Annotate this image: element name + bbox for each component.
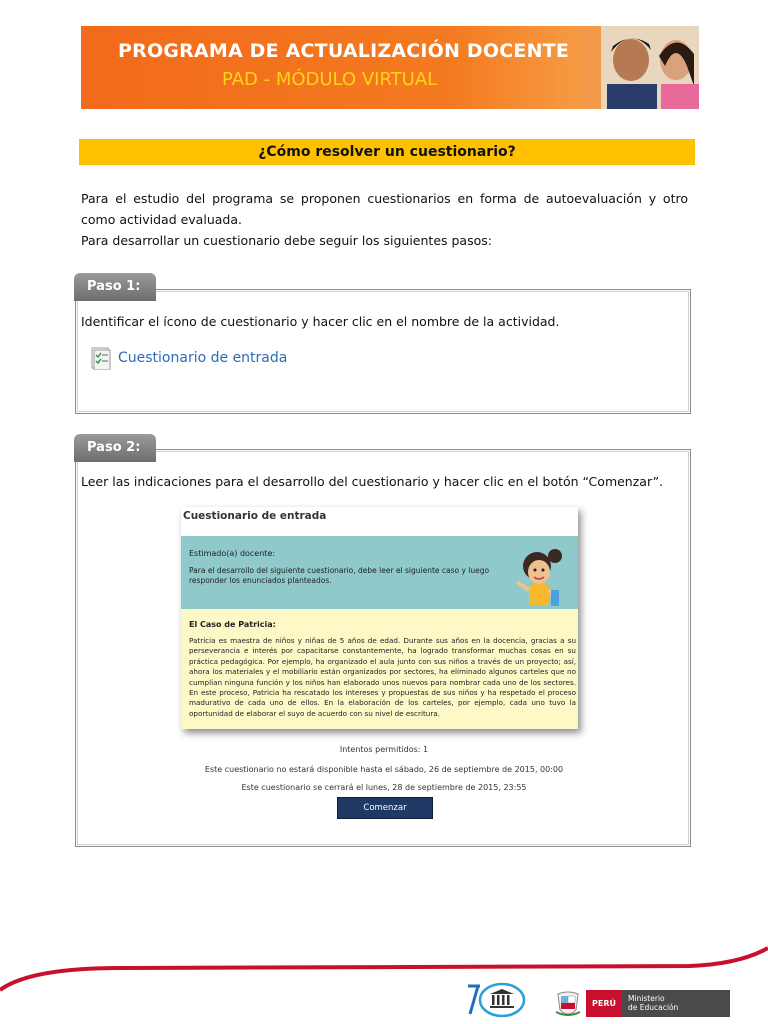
banner-subtitle: PAD - MÓDULO VIRTUAL xyxy=(222,69,438,90)
header-banner xyxy=(81,26,699,109)
peru-badge: PERÚ xyxy=(586,990,622,1017)
availability-text: Este cuestionario no estará disponible hasta el sábado, 26 de septiembre de 2015, 00:00 xyxy=(204,765,564,774)
step-1-instruction: Identificar el ícono de cuestionario y hacer clic en el nombre de la actividad. xyxy=(81,314,560,329)
case-panel xyxy=(181,609,578,729)
intro-text xyxy=(81,188,688,251)
start-button[interactable]: Comenzar xyxy=(337,797,433,819)
quiz-checklist-icon xyxy=(91,346,111,370)
step-2-tab: Paso 2: xyxy=(74,434,156,462)
step-1-tab: Paso 1: xyxy=(74,273,156,301)
quiz-link-label[interactable]: Cuestionario de entrada xyxy=(118,350,288,366)
banner-title: PROGRAMA DE ACTUALIZACIÓN DOCENTE xyxy=(118,40,570,62)
step-2-instruction: Leer las indicaciones para el desarrollo del cuestionario y hacer clic en el botón “Comenzar”. xyxy=(81,474,664,489)
unesco-logo xyxy=(464,980,526,1020)
quiz-screenshot-title: Cuestionario de entrada xyxy=(183,510,327,522)
intro-paragraph-1: Para el estudio del programa se proponen cuestionarios en forma de autoevaluación y otro como actividad evaluada. xyxy=(81,191,688,227)
ministry-badge xyxy=(622,990,730,1017)
section-heading: ¿Cómo resolver un cuestionario? xyxy=(79,139,695,165)
attempts-text: Intentos permitidos: 1 xyxy=(339,745,429,754)
instructions-panel xyxy=(181,536,578,609)
quiz-screenshot xyxy=(181,507,578,729)
quiz-link[interactable] xyxy=(91,346,287,370)
peru-coat-of-arms-icon xyxy=(554,990,582,1018)
girl-illustration xyxy=(513,542,575,608)
case-title: El Caso de Patricia: xyxy=(189,620,276,629)
ministry-line-2: de Educación xyxy=(628,1003,679,1012)
greeting-text: Estimado(a) docente: xyxy=(189,549,276,558)
closing-text: Este cuestionario se cerrará el lunes, 28 de septiembre de 2015, 23:55 xyxy=(241,783,527,792)
instructions-text: Para el desarrollo del siguiente cuestionario, debe leer el siguiente caso y luego responder los enunciados planteados. xyxy=(189,566,490,585)
case-body: Patricia es maestra de niños y niñas de 5 años de edad. Durante sus años en la docencia, gracias a su perseverancia e interés por capacitarse constantemente, ha logrado transformar muchas cosas en su práctica pedagógica. Por ejemplo, ha organizado el aula junto con sus niños a través de un proyecto; así, ahora los materiales y el mobiliario están organizados por sectores, ha eliminado algunos carteles que no cumplían ninguna función y los niños han elaborado unos nuevos para nombrar cada uno de los sectores. En este proceso, Patricia ha rescatado los intereses y propuestas de sus niños y ha respetado el proceso madurativo de cada uno de ellos. En la elaboración de los carteles, por ejemplo, cada uno tuvo la oportunidad de elaborar el suyo de acuerdo con su nivel de escritura. xyxy=(189,636,576,718)
students-photo xyxy=(581,26,699,109)
ministry-line-1: Ministerio xyxy=(628,994,665,1003)
intro-paragraph-2: Para desarrollar un cuestionario debe seguir los siguientes pasos: xyxy=(81,233,492,248)
